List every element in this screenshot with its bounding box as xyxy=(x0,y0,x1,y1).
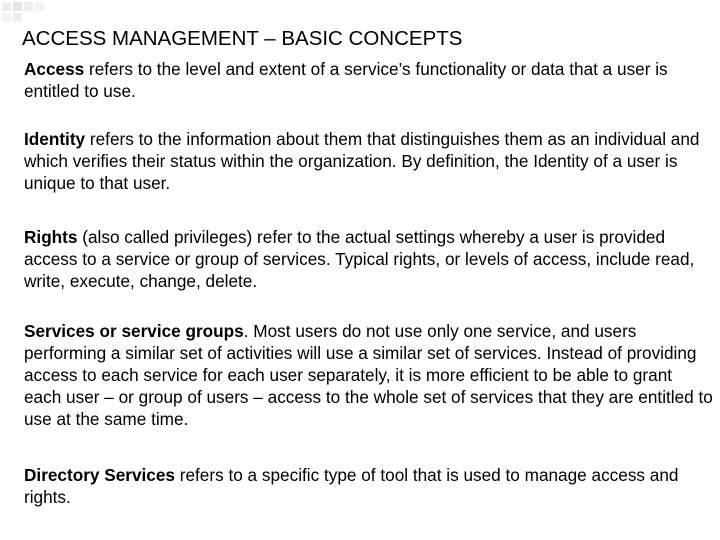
definition-directory-services: refers to a specific type of tool that is used to manage access and rights. xyxy=(24,465,679,507)
term-rights: Rights xyxy=(24,227,78,247)
decor-square xyxy=(13,13,22,22)
decor-square xyxy=(13,2,22,11)
slide-title: ACCESS MANAGEMENT – BASIC CONCEPTS xyxy=(22,27,463,50)
definition-identity: refers to the information about them that distinguishes them as an individual and which verifies their status within the organization. By definition, the Identity of a user is unique to that user. xyxy=(24,129,700,193)
paragraph-services xyxy=(24,320,714,430)
definition-access: refers to the level and extent of a service’s functionality or data that a user is entitled to use. xyxy=(24,59,668,101)
paragraph-rights xyxy=(24,226,714,292)
term-directory-services: Directory Services xyxy=(24,465,175,485)
definition-services: . Most users do not use only one service, and users performing a similar set of activities will use a similar set of services. Instead of providing access to each service for each user separately, it is more efficient to be able to grant each user – or group of users – access to the whole set of services that they are entitled to use at the same time. xyxy=(24,321,713,429)
paragraph-directory-services xyxy=(24,464,714,508)
term-services: Services or service groups xyxy=(24,321,244,341)
term-identity: Identity xyxy=(24,129,86,149)
decor-square xyxy=(2,2,11,11)
decor-square xyxy=(24,2,33,11)
decor-square xyxy=(2,13,11,22)
corner-decoration xyxy=(0,0,60,30)
decor-square xyxy=(35,2,44,11)
definition-rights: (also called privileges) refer to the actual settings whereby a user is provided access to a service or group of services. Typical rights, or levels of access, include read, write, execute, change, delete. xyxy=(24,227,695,291)
term-access: Access xyxy=(24,59,85,79)
paragraph-identity xyxy=(24,128,714,194)
paragraph-access xyxy=(24,58,714,102)
